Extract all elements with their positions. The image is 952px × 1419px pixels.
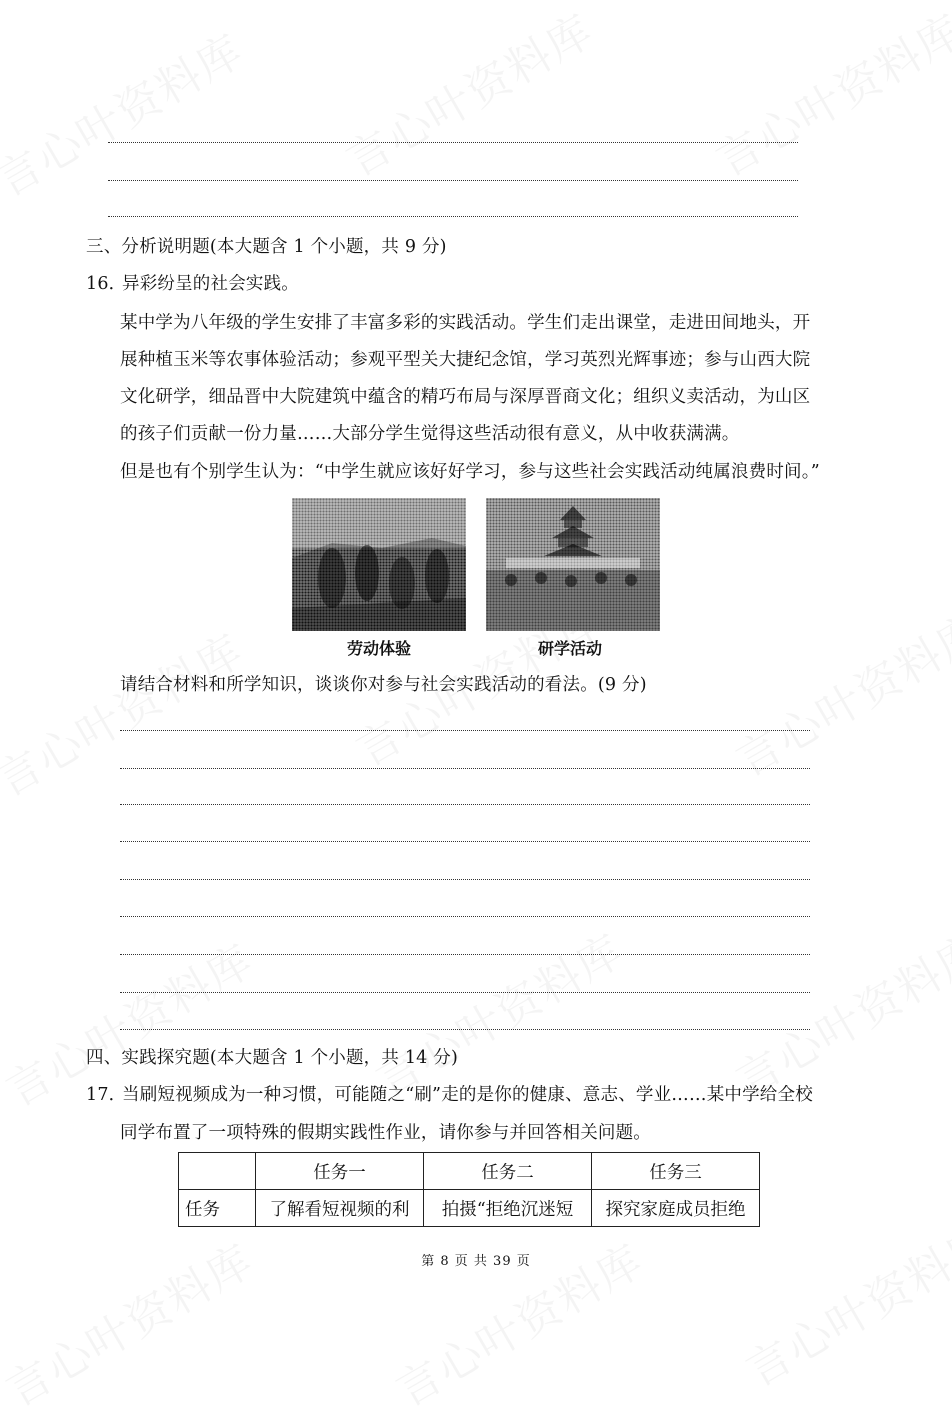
page-footer: 第 8 页 共 39 页: [421, 1254, 531, 1269]
question-number: 17．: [86, 1085, 127, 1105]
answer-line[interactable]: [120, 879, 810, 880]
question-prompt: 请结合材料和所学知识，谈谈你对参与社会实践活动的看法。(9 分): [120, 675, 647, 695]
photo-labor-experience: [292, 498, 466, 631]
watermark: [332, 0, 603, 189]
photo-caption: 研学活动: [538, 639, 603, 658]
table-header-cell: 任务三: [592, 1153, 760, 1190]
table-cell: 探究家庭成员拒绝: [592, 1190, 760, 1227]
table-cell: 任务: [179, 1190, 256, 1227]
watermark: [702, 0, 952, 189]
watermark: [732, 1205, 952, 1398]
question-text-line: 当刷短视频成为一种习惯，可能随之“刷”走的是你的健康、意志、学业……某中学给全校: [122, 1085, 813, 1105]
watermark: [362, 915, 633, 1108]
answer-line[interactable]: [120, 841, 810, 842]
material-line: 展种植玉米等农事体验活动；参观平型关大捷纪念馆，学习英烈光辉事迹；参与山西大院: [120, 350, 811, 370]
answer-line[interactable]: [108, 180, 798, 181]
question-title: 异彩纷呈的社会实践。: [122, 274, 299, 294]
section-title: 四、实践探究题(本大题含 1 个小题，共 14 分): [86, 1048, 459, 1068]
material-line: 的孩子们贡献一份力量……大部分学生觉得这些活动很有意义，从中收获满满。: [120, 424, 740, 444]
question-number: 16．: [86, 274, 127, 294]
section-title: 三、分析说明题(本大题含 1 个小题，共 9 分): [86, 237, 447, 257]
answer-line[interactable]: [120, 954, 810, 955]
watermark: [722, 915, 952, 1108]
answer-line[interactable]: [120, 992, 810, 993]
table-header-row: [179, 1153, 760, 1190]
material-line: 某中学为八年级的学生安排了丰富多彩的实践活动。学生们走出课堂，走进田间地头，开: [120, 313, 811, 333]
watermark: [0, 615, 254, 808]
table-header-cell: [179, 1153, 256, 1190]
answer-line[interactable]: [120, 916, 810, 917]
answer-line[interactable]: [120, 804, 810, 805]
task-table: [178, 1152, 760, 1227]
answer-line[interactable]: [108, 142, 798, 143]
answer-line[interactable]: [120, 768, 810, 769]
table-cell: 拍摄“拒绝沉迷短: [424, 1190, 592, 1227]
table-row: [179, 1190, 760, 1227]
table-header-cell: 任务二: [424, 1153, 592, 1190]
answer-line[interactable]: [108, 216, 798, 217]
photo-caption: 劳动体验: [347, 639, 412, 658]
answer-line[interactable]: [120, 1029, 810, 1030]
watermark: [722, 595, 952, 788]
photo-study-tour: [486, 498, 660, 631]
material-line: 文化研学，细品晋中大院建筑中蕴含的精巧布局与深厚晋商文化；组织义卖活动，为山区: [120, 387, 811, 407]
labor-scene-image: [292, 498, 466, 631]
table-cell: 了解看短视频的利: [256, 1190, 424, 1227]
temple-scene-image: [486, 498, 660, 631]
material-line: 但是也有个别学生认为：“中学生就应该好好学习，参与这些社会实践活动纯属浪费时间。”: [120, 462, 820, 482]
question-text-line: 同学布置了一项特殊的假期实践性作业，请你参与并回答相关问题。: [120, 1123, 651, 1143]
answer-line[interactable]: [120, 730, 810, 731]
table-header-cell: 任务一: [256, 1153, 424, 1190]
